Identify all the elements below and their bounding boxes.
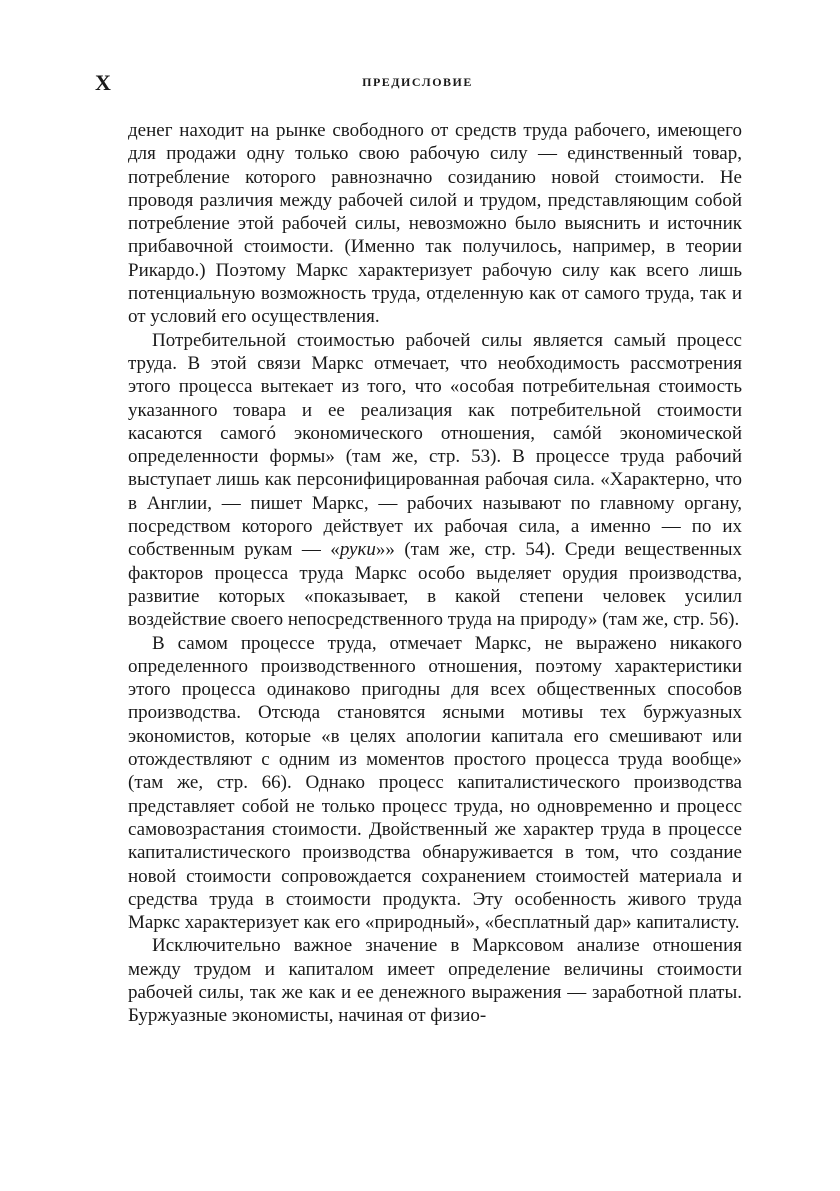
paragraph-2 <box>128 329 742 632</box>
paragraph-3: В самом процессе труда, отмечает Маркс, не выражено никакого определенного производственного отношения, поэтому характеристики этого процесса одинаково пригодны для всех общественных способов производства. Отсюда становятся ясными мотивы тех буржуазных экономистов, которые «в целях апологии капитала его смешивают или отождествляют с одним из моментов простого процесса труда вообще» (там же, стр. 66). Однако процесс капиталистического производства представляет собой не только процесс труда, но одновременно и процесс самовозрастания стоимости. Двойственный же характер труда в процессе капиталистического производства обнаруживается в том, что создание новой стоимости сопровождается сохранением стоимостей материала и средства труда в стоимости продукта. Эту особенность живого труда Маркс характеризует как его «природный», «бесплатный дар» капиталисту. <box>128 632 742 934</box>
section-title: ПРЕДИСЛОВИЕ <box>362 75 473 89</box>
paragraph-1: денег находит на рынке свободного от средств труда рабочего, имеющего для продажи одну только свою рабочую силу — единственный товар, потребление которого равнозначно созиданию новой стоимости. Не проводя различия между рабочей силой и трудом, представляющим собой потребление этой рабочей силы, невозможно было выяснить и источник прибавочной стоимости. (Именно так получилось, например, в теории Рикардо.) Поэтому Маркс характеризует рабочую силу как всего лишь потенциальную возможность труда, отделенную как от самого труда, так и от условий его осуществления. <box>128 120 742 328</box>
running-head <box>95 70 740 98</box>
paragraph-2-part-1: Потребительной стоимостью рабочей силы является самый процесс труда. В этой связи Маркс отмечает, что необходимость рассмотрения этого процесса вытекает из того, что «особая потребительная стоимость указанного товара и ее реализация как потребительной стоимости касаются самогó экономического отношения, самóй экономической определенности формы» (там же, стр. 53). В процессе труда рабочий выступает лишь как персонифицированная рабочая сила. «Характерно, что в Англии, — пишет Маркс, — рабочих называют по главному органу, посредством которого действует их рабочая сила, а именно — по их собственным рукам — « <box>128 329 742 561</box>
page-number: X <box>95 70 112 95</box>
body-text <box>128 119 742 1028</box>
paragraph-2-part-2: »» (там же, стр. 54). Среди вещественных факторов процесса труда Маркс особо выделяет орудия производства, развитие которых «показывает, в какой степени человек усилил воздействие своего непосредственного труда на природу» (там же, стр. 56). <box>128 539 743 631</box>
paragraph-4: Исключительно важное значение в Марксовом анализе отношения между трудом и капиталом имеет определение величины стоимости рабочей силы, так же как и ее денежного выражения — заработной платы. Буржуазные экономисты, начиная от физио- <box>128 935 742 1027</box>
paragraph-2-emphasis: руки <box>339 539 376 561</box>
